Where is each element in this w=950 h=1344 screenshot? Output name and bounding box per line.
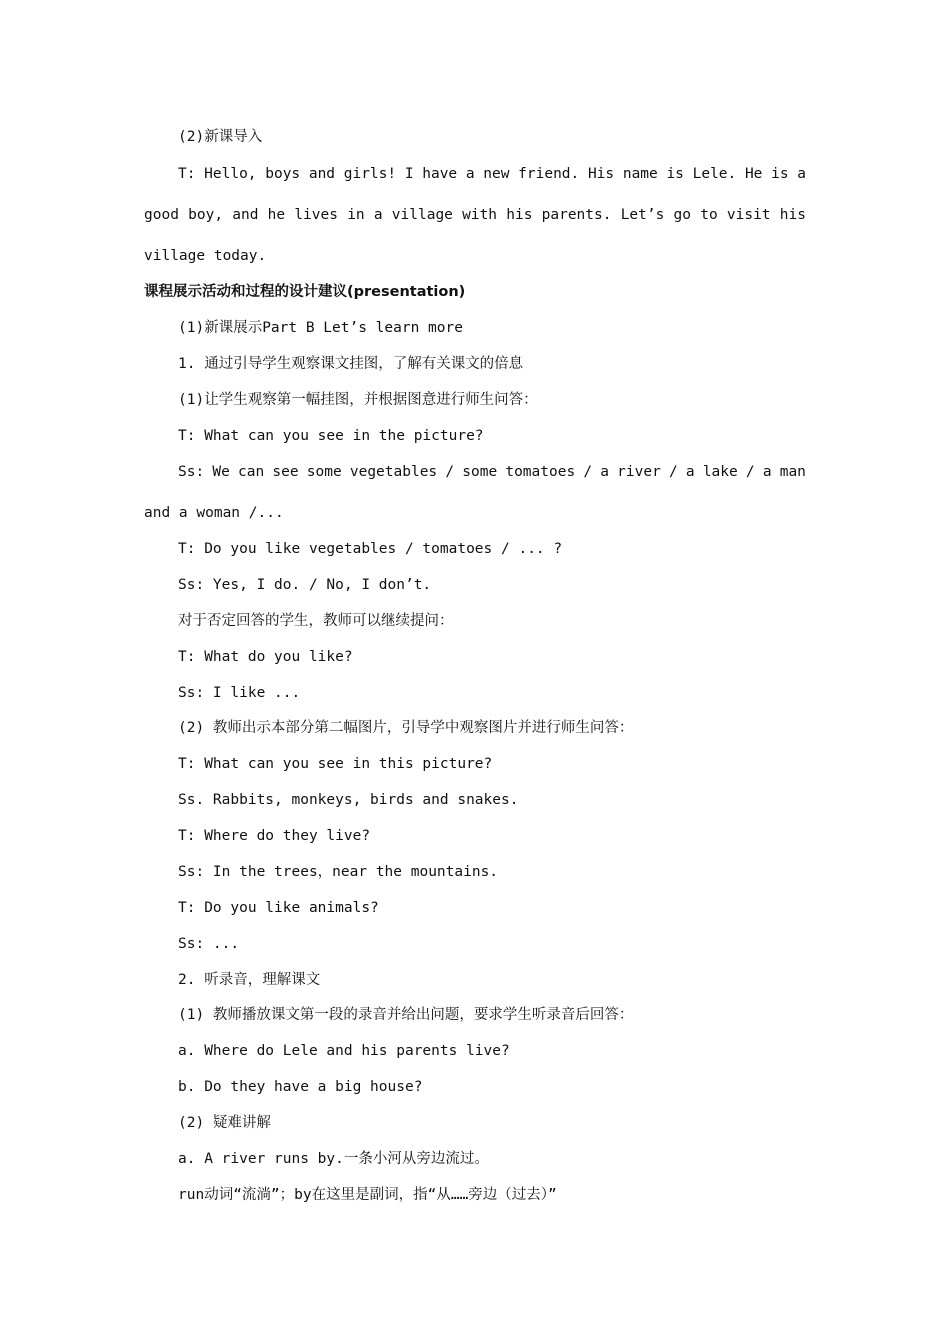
word: some [306, 464, 342, 480]
word: to [700, 207, 718, 223]
word: / [583, 464, 593, 480]
word: We [212, 464, 230, 480]
word: T: [178, 166, 196, 182]
word: in [347, 207, 365, 223]
word: have [422, 166, 458, 182]
word: some [462, 464, 498, 480]
word: tomatoes [505, 464, 576, 480]
word: name [622, 166, 658, 182]
paragraph-line-1 [178, 164, 806, 184]
word: good [144, 207, 179, 223]
word: a [685, 464, 695, 480]
text-line: and a woman /... [144, 505, 284, 521]
text-line: T: What can you see in the picture? [178, 428, 484, 444]
text-line: T: Do you like animals? [178, 900, 379, 916]
word: / [445, 464, 455, 480]
word: vegetables [349, 464, 438, 480]
word: his [506, 207, 533, 223]
word: and [308, 166, 336, 182]
word: is [666, 166, 684, 182]
word: parents. [541, 207, 612, 223]
text-line: (1)让学生观察第一幅挂图，并根据图意进行师生问答： [178, 392, 538, 408]
word: lives [294, 207, 338, 223]
word: friend. [518, 166, 580, 182]
text-line: T: What do you like? [178, 649, 353, 665]
text-line: (1)新课展示Part B Let’s learn more [178, 320, 463, 336]
text-line: 对于否定回答的学生，教师可以继续提问： [178, 613, 454, 629]
paragraph-line-2 [144, 205, 806, 225]
word: a [797, 166, 806, 182]
word: new [483, 166, 510, 182]
word: Let’s [620, 207, 665, 223]
word: go [673, 207, 692, 223]
text-line: (1) 教师播放课文第一段的录音并给出问题，要求学生听录音后回答： [178, 1007, 634, 1023]
word: a [762, 464, 772, 480]
word: boys [265, 166, 301, 182]
text-line: a. A river runs by.一条小河从旁边流过。 [178, 1151, 489, 1167]
text-line: T: What can you see in this picture? [178, 756, 493, 772]
text-line: T: Where do they live? [178, 828, 371, 844]
word: He [744, 166, 763, 182]
word: Ss: [178, 464, 205, 480]
word: can [238, 464, 265, 480]
word: visit [726, 207, 771, 223]
word: and [232, 207, 259, 223]
word: a [465, 166, 475, 182]
text-line: Ss: ... [178, 936, 240, 952]
word: a [373, 207, 383, 223]
text-line: (2) 教师出示本部分第二幅图片，引导学中观察图片并进行师生问答： [178, 720, 634, 736]
word: his [779, 207, 806, 223]
word: I [404, 166, 414, 182]
word: see [272, 464, 299, 480]
text-line [178, 462, 806, 482]
word: man [779, 464, 806, 480]
section-new-lesson-intro: (2)新课导入 [178, 129, 263, 145]
text-line: Ss: Yes, I do. / No, I don’t. [178, 577, 432, 593]
text-line: a. Where do Lele and his parents live? [178, 1043, 510, 1059]
word: His [587, 166, 615, 182]
text-line: 1. 通过引导学生观察课文挂图，了解有关课文的倍息 [178, 356, 524, 372]
word: lake [702, 464, 738, 480]
word: village [391, 207, 453, 223]
word: girls! [343, 166, 397, 182]
text-line: Ss. Rabbits, monkeys, birds and snakes. [178, 792, 519, 808]
text-line: 2. 听录音，理解课文 [178, 972, 321, 988]
text-line: Ss: I like ... [178, 685, 301, 701]
text-line: Ss: In the trees，near the mountains. [178, 864, 499, 880]
word: Hello, [204, 166, 257, 182]
word: he [267, 207, 286, 223]
section-heading-presentation: 课程展示活动和过程的设计建议(presentation) [144, 284, 466, 300]
word: with [462, 207, 498, 223]
text-line: b. Do they have a big house? [178, 1079, 423, 1095]
word: river [617, 464, 661, 480]
text-line: run动词“流淌”；by在这里是副词，指“从……旁边（过去）” [178, 1187, 557, 1203]
word: a [600, 464, 609, 480]
word: is [771, 166, 789, 182]
paragraph-line-3: village today. [144, 248, 267, 264]
word: / [669, 464, 678, 480]
text-line: T: Do you like vegetables / tomatoes / ... ? [178, 541, 563, 557]
word: boy, [188, 207, 224, 223]
word: / [745, 464, 755, 480]
word: Lele. [692, 166, 737, 182]
text-line: (2) 疑难讲解 [178, 1115, 271, 1131]
